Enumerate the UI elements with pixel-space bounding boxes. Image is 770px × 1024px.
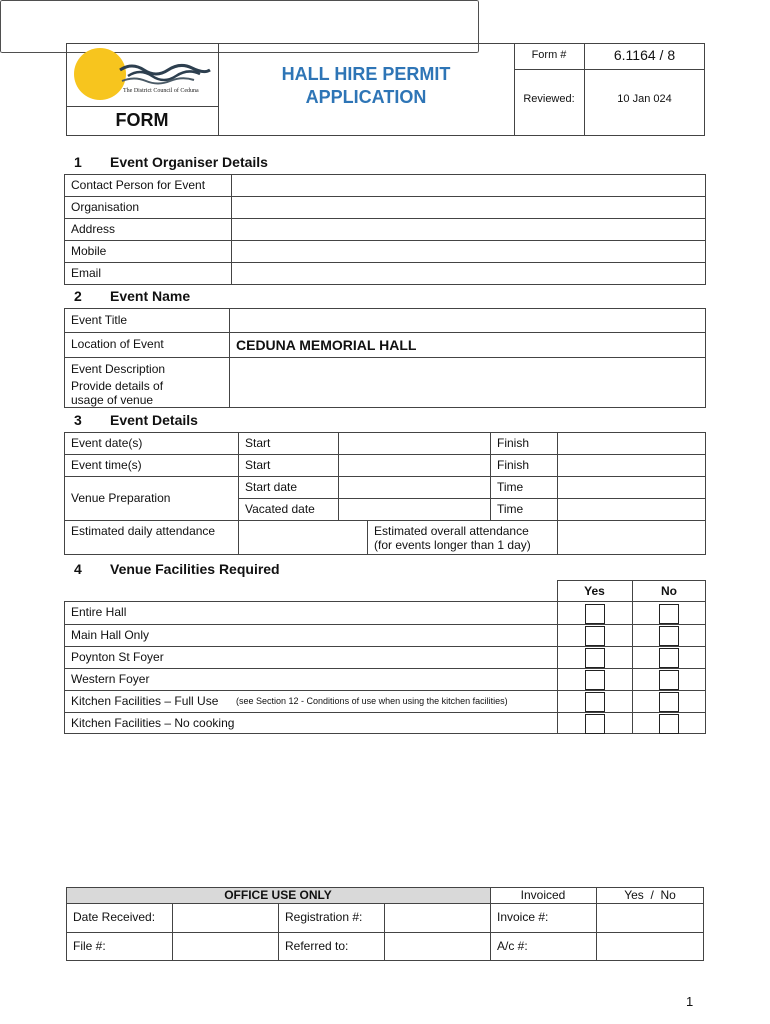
venue-prep-label: Venue Preparation (71, 491, 171, 505)
times-start-label: Start (245, 458, 271, 472)
ac-label: A/c #: (497, 939, 528, 953)
overall-attendance-label-1: Estimated overall attendance (374, 524, 529, 538)
file-input[interactable] (174, 934, 277, 960)
section1-number: 1 (74, 154, 82, 170)
description-label-1: Event Description (71, 362, 166, 376)
yes-header: Yes (584, 584, 605, 598)
title-line2: APPLICATION (305, 87, 427, 107)
registration-label: Registration #: (285, 910, 363, 924)
description-label-3: usage of venue (71, 393, 154, 407)
reviewed-value: 10 Jan 024 (617, 93, 672, 105)
event-dates-label: Event date(s) (71, 436, 143, 450)
description-label-2: Provide details of (71, 379, 164, 393)
vacated-date-input[interactable] (340, 500, 489, 519)
event-times-label: Event time(s) (71, 458, 142, 472)
poynton-foyer-yes-checkbox[interactable] (585, 648, 605, 668)
invoice-input[interactable] (598, 905, 703, 931)
kitchen-full-yes-checkbox[interactable] (585, 692, 605, 712)
address-input[interactable] (233, 220, 704, 239)
prep-start-time-input[interactable] (559, 478, 704, 497)
mobile-input[interactable] (233, 242, 704, 261)
facility-kitchen-no-cooking: Kitchen Facilities – No cooking (71, 716, 235, 730)
email-label: Email (71, 266, 102, 280)
overall-attendance-input[interactable] (559, 522, 704, 554)
finish-time-input[interactable] (559, 456, 704, 475)
main-hall-yes-checkbox[interactable] (585, 626, 605, 646)
vacated-time-label: Time (497, 502, 524, 516)
logo-text: The District Council of Ceduna (123, 88, 199, 94)
organisation-label: Organisation (71, 200, 140, 214)
start-time-label: Time (497, 480, 524, 494)
daily-attendance-input[interactable] (240, 522, 366, 554)
contact-person-input[interactable] (233, 176, 704, 195)
location-value: CEDUNA MEMORIAL HALL (236, 337, 417, 353)
section3-number: 3 (74, 412, 82, 428)
title-line1: HALL HIRE PERMIT (281, 64, 451, 84)
form-number-value: 6.1164 / 8 (613, 47, 676, 63)
vacated-time-input[interactable] (559, 500, 704, 519)
dates-start-label: Start (245, 436, 271, 450)
file-label: File #: (73, 939, 106, 953)
start-date-input[interactable] (340, 434, 489, 453)
no-header: No (661, 584, 677, 598)
section3-title: Event Details (110, 412, 198, 428)
email-input[interactable] (233, 264, 704, 283)
facility-main-hall: Main Hall Only (71, 628, 150, 642)
office-use-title: OFFICE USE ONLY (224, 888, 332, 902)
section4-title: Venue Facilities Required (110, 561, 280, 577)
finish-date-input[interactable] (559, 434, 704, 453)
kitchen-full-no-checkbox[interactable] (659, 692, 679, 712)
prep-start-date-input[interactable] (340, 478, 489, 497)
start-time-input[interactable] (340, 456, 489, 475)
dates-finish-label: Finish (497, 436, 530, 450)
contact-person-label: Contact Person for Event (71, 178, 206, 192)
form-number-label: Form # (531, 49, 567, 61)
address-label: Address (71, 222, 116, 236)
invoice-label: Invoice #: (497, 910, 549, 924)
event-title-input[interactable] (231, 310, 704, 331)
entire-hall-yes-checkbox[interactable] (585, 604, 605, 624)
organisation-input[interactable] (233, 198, 704, 217)
event-title-label: Event Title (71, 313, 128, 327)
section2-title: Event Name (110, 288, 191, 304)
mobile-label: Mobile (71, 244, 107, 258)
kitchen-no-cooking-no-checkbox[interactable] (659, 714, 679, 734)
form-label: FORM (115, 110, 169, 130)
overall-attendance-label-2: (for events longer than 1 day) (374, 538, 531, 552)
times-finish-label: Finish (497, 458, 530, 472)
referred-input[interactable] (386, 934, 489, 960)
facility-entire-hall: Entire Hall (71, 605, 127, 619)
vacated-date-label: Vacated date (245, 502, 315, 516)
entire-hall-no-checkbox[interactable] (659, 604, 679, 624)
daily-attendance-label: Estimated daily attendance (71, 524, 216, 538)
western-foyer-yes-checkbox[interactable] (585, 670, 605, 690)
reviewed-label: Reviewed: (523, 93, 575, 105)
date-received-label: Date Received: (73, 910, 156, 924)
kitchen-note: (see Section 12 - Conditions of use when using the kitchen facilities) (236, 696, 508, 706)
western-foyer-no-checkbox[interactable] (659, 670, 679, 690)
council-logo (70, 46, 216, 102)
section4-number: 4 (74, 561, 82, 577)
facility-western-foyer: Western Foyer (71, 672, 150, 686)
ac-input[interactable] (598, 934, 703, 960)
page-number: 1 (686, 994, 694, 1009)
section2-number: 2 (74, 288, 82, 304)
main-hall-no-checkbox[interactable] (659, 626, 679, 646)
invoiced-label: Invoiced (520, 888, 566, 902)
referred-label: Referred to: (285, 939, 349, 953)
location-label: Location of Event (71, 337, 164, 351)
section1-title: Event Organiser Details (110, 154, 268, 170)
invoiced-yes-no: Yes / No (624, 888, 676, 902)
poynton-foyer-no-checkbox[interactable] (659, 648, 679, 668)
facility-kitchen-full: Kitchen Facilities – Full Use (71, 694, 219, 708)
date-received-input[interactable] (174, 905, 277, 931)
registration-input[interactable] (386, 905, 489, 931)
start-date-label: Start date (245, 480, 298, 494)
facility-poynton-foyer: Poynton St Foyer (71, 650, 164, 664)
kitchen-no-cooking-yes-checkbox[interactable] (585, 714, 605, 734)
